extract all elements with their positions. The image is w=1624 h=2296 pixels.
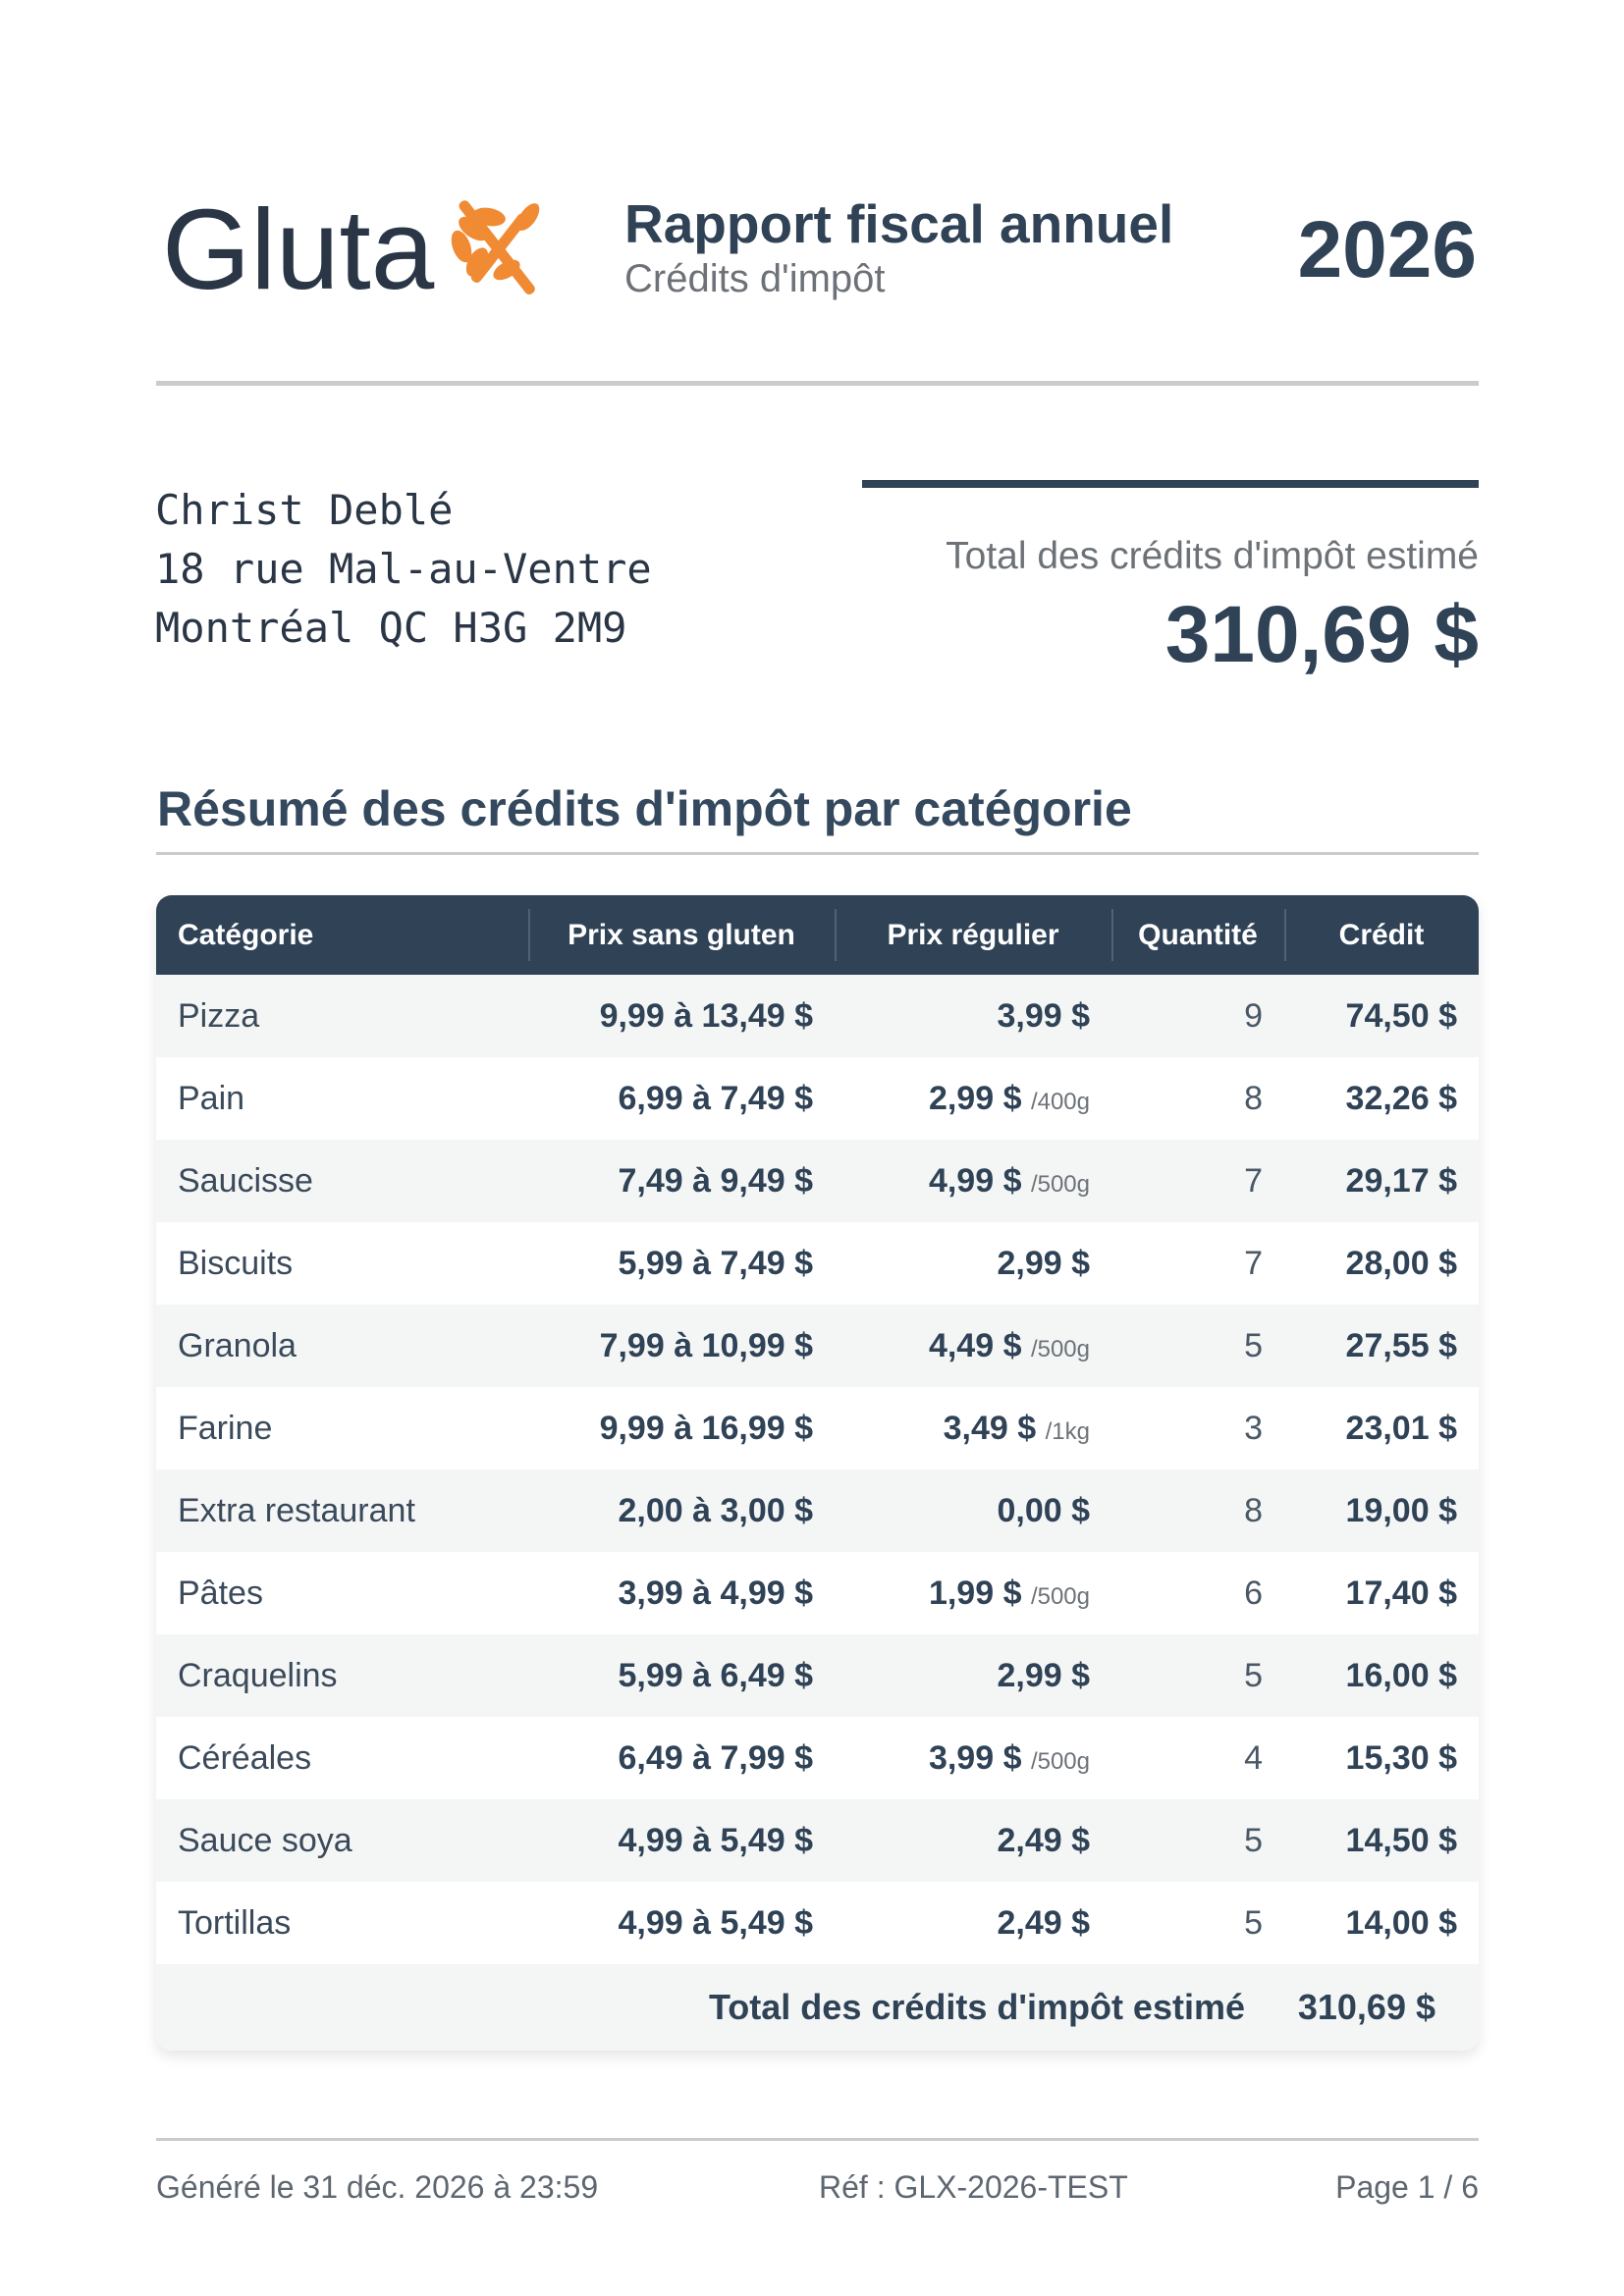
row-unit: /500g [1030,1747,1090,1775]
row-regular-price-value: 2,49 $ [997,1821,1090,1859]
section-title: Résumé des crédits d'impôt par catégorie [157,781,1132,836]
row-regular-price-value: 2,99 $ [997,1656,1090,1694]
row-category: Pâtes [156,1552,528,1634]
total-label: Total des crédits d'impôt estimé [946,535,1479,577]
row-gluten-free-price: 3,99 à 4,99 $ [528,1552,835,1634]
row-regular-price-value: 3,99 $ [997,996,1090,1035]
row-regular-price-value: 2,99 $ [997,1244,1090,1282]
row-gluten-free-price: 2,00 à 3,00 $ [528,1469,835,1552]
row-credit: 74,50 $ [1284,975,1479,1057]
row-regular-price-value: 3,49 $ [943,1409,1037,1447]
row-credit: 15,30 $ [1284,1717,1479,1799]
row-category: Biscuits [156,1222,528,1305]
reference-number: Réf : GLX-2026-TEST [819,2169,1128,2205]
table-row [156,1634,1479,1717]
table-total-label: Total des crédits d'impôt estimé [156,1964,1284,2051]
row-category: Granola [156,1305,528,1387]
report-title: Rapport fiscal annuel [624,193,1174,254]
row-regular-price [835,975,1111,1057]
row-quantity: 8 [1111,1057,1284,1140]
row-credit: 14,50 $ [1284,1799,1479,1882]
recipient-name: Christ Deblé [155,486,454,534]
row-regular-price-value: 0,00 $ [997,1491,1090,1529]
row-unit: /500g [1030,1170,1090,1198]
row-regular-price-value: 2,49 $ [997,1903,1090,1942]
row-category: Sauce soya [156,1799,528,1882]
row-category: Pain [156,1057,528,1140]
row-quantity: 8 [1111,1469,1284,1552]
row-regular-price [835,1717,1111,1799]
row-gluten-free-price: 9,99 à 16,99 $ [528,1387,835,1469]
table-header-row [156,895,1479,975]
row-regular-price-value: 2,99 $ [928,1079,1022,1117]
row-credit: 17,40 $ [1284,1552,1479,1634]
wheat-x-icon [438,195,558,303]
row-credit: 28,00 $ [1284,1222,1479,1305]
row-quantity: 5 [1111,1305,1284,1387]
row-category: Craquelins [156,1634,528,1717]
row-category: Tortillas [156,1882,528,1964]
header-credit: Crédit [1284,895,1479,975]
row-quantity: 7 [1111,1140,1284,1222]
row-credit: 27,55 $ [1284,1305,1479,1387]
table-row [156,1305,1479,1387]
row-unit: /500g [1030,1582,1090,1610]
row-regular-price [835,1305,1111,1387]
header-gluten-free-price: Prix sans gluten [528,895,835,975]
generated-date: Généré le 31 déc. 2026 à 23:59 [156,2169,599,2205]
row-regular-price [835,1634,1111,1717]
row-regular-price [835,1799,1111,1882]
row-quantity: 9 [1111,975,1284,1057]
row-regular-price-value: 1,99 $ [928,1574,1022,1612]
header-regular-price: Prix régulier [835,895,1111,975]
logo-text: Gluta [162,186,435,313]
row-gluten-free-price: 7,99 à 10,99 $ [528,1305,835,1387]
table-row [156,1552,1479,1634]
row-gluten-free-price: 4,99 à 5,49 $ [528,1799,835,1882]
table-row [156,975,1479,1057]
header-category: Catégorie [156,895,528,975]
row-regular-price [835,1882,1111,1964]
row-regular-price [835,1140,1111,1222]
row-category: Saucisse [156,1140,528,1222]
footer-divider [156,2138,1479,2141]
row-unit: /400g [1030,1088,1090,1115]
section-divider [156,852,1479,855]
row-gluten-free-price: 5,99 à 6,49 $ [528,1634,835,1717]
row-regular-price [835,1469,1111,1552]
table-total-row [156,1964,1479,2051]
total-value: 310,69 $ [1164,590,1479,679]
row-gluten-free-price: 6,49 à 7,99 $ [528,1717,835,1799]
recipient-street: 18 rue Mal-au-Ventre [155,545,652,593]
row-regular-price-value: 4,49 $ [928,1326,1022,1364]
header-divider [156,381,1479,386]
table-row [156,1717,1479,1799]
row-quantity: 4 [1111,1717,1284,1799]
table-row [156,1469,1479,1552]
row-regular-price-value: 4,99 $ [928,1161,1022,1200]
row-quantity: 7 [1111,1222,1284,1305]
report-subtitle: Crédits d'impôt [624,257,886,300]
header-quantity: Quantité [1111,895,1284,975]
row-gluten-free-price: 6,99 à 7,49 $ [528,1057,835,1140]
table-row [156,1882,1479,1964]
table-row [156,1057,1479,1140]
report-year: 2026 [1297,205,1477,294]
row-gluten-free-price: 9,99 à 13,49 $ [528,975,835,1057]
row-credit: 29,17 $ [1284,1140,1479,1222]
row-quantity: 5 [1111,1882,1284,1964]
row-quantity: 5 [1111,1799,1284,1882]
row-gluten-free-price: 7,49 à 9,49 $ [528,1140,835,1222]
row-credit: 32,26 $ [1284,1057,1479,1140]
row-category: Farine [156,1387,528,1469]
row-quantity: 5 [1111,1634,1284,1717]
total-accent-bar [862,480,1479,488]
row-credit: 19,00 $ [1284,1469,1479,1552]
row-regular-price [835,1387,1111,1469]
row-regular-price [835,1222,1111,1305]
row-quantity: 3 [1111,1387,1284,1469]
row-unit: /1kg [1045,1417,1090,1445]
row-regular-price [835,1552,1111,1634]
row-category: Extra restaurant [156,1469,528,1552]
table-row [156,1387,1479,1469]
row-credit: 16,00 $ [1284,1634,1479,1717]
row-regular-price-value: 3,99 $ [928,1738,1022,1777]
row-category: Céréales [156,1717,528,1799]
table-row [156,1799,1479,1882]
page-number: Page 1 / 6 [1335,2169,1479,2205]
recipient-city: Montréal QC H3G 2M9 [155,604,627,652]
credits-table [156,895,1479,2051]
recipient-address [155,481,652,658]
row-gluten-free-price: 4,99 à 5,49 $ [528,1882,835,1964]
row-gluten-free-price: 5,99 à 7,49 $ [528,1222,835,1305]
row-category: Pizza [156,975,528,1057]
table-row [156,1140,1479,1222]
row-quantity: 6 [1111,1552,1284,1634]
row-credit: 23,01 $ [1284,1387,1479,1469]
row-unit: /500g [1030,1335,1090,1362]
brand-logo [162,186,558,313]
row-credit: 14,00 $ [1284,1882,1479,1964]
table-row [156,1222,1479,1305]
table-total-value: 310,69 $ [1284,1964,1479,2051]
row-regular-price [835,1057,1111,1140]
credits-table-container [156,895,1479,2051]
